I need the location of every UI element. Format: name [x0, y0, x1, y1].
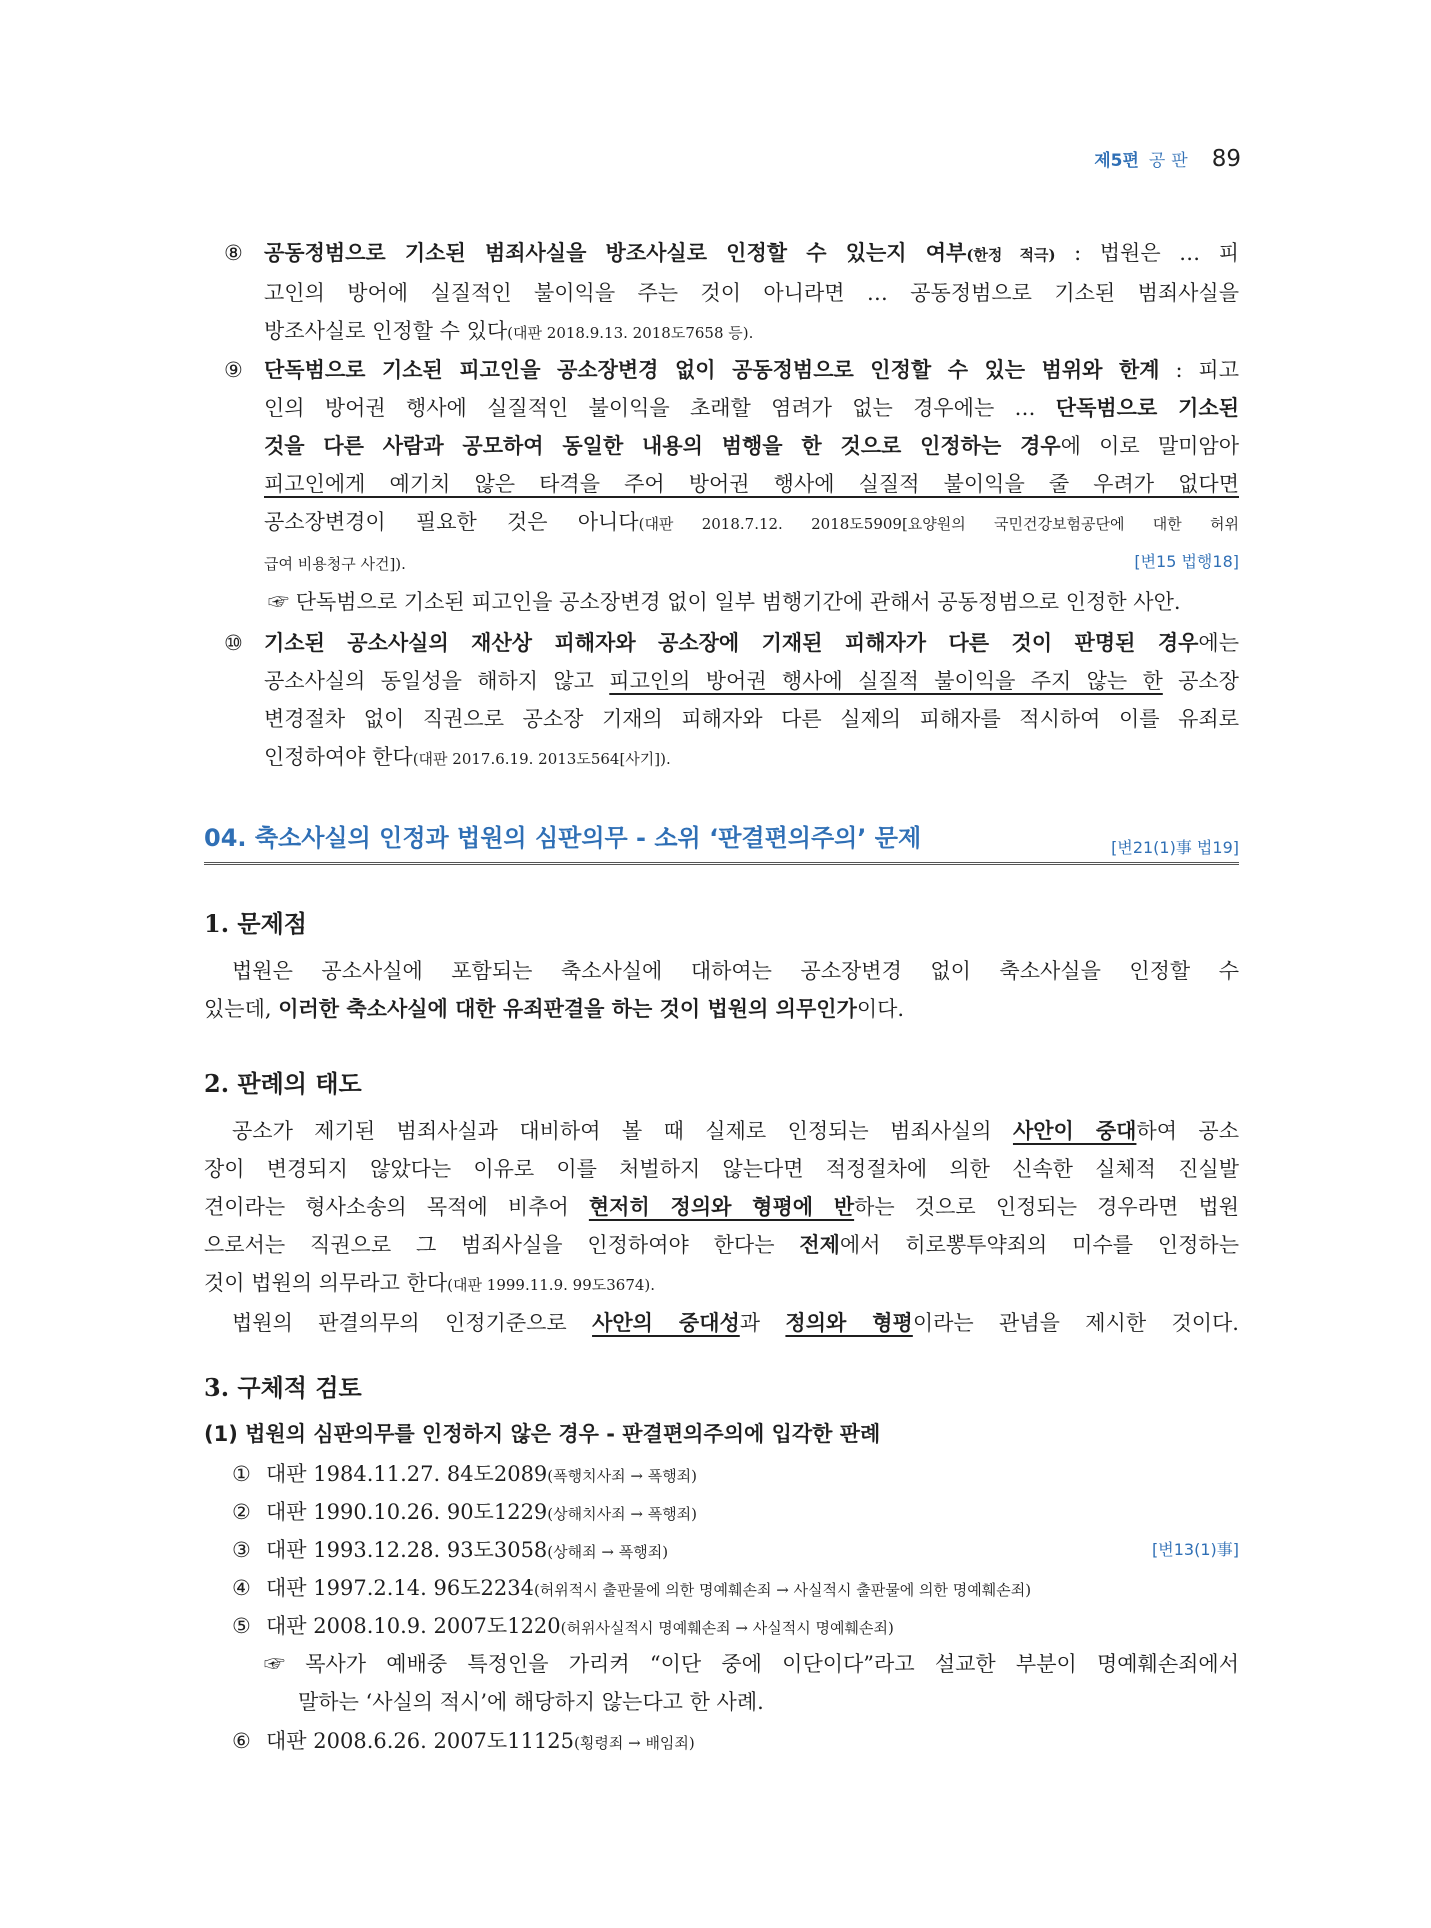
line: 법원은 공소사실에 포함되는 축소사실에 대하여는 공소장변경 없이 축소사실을 인정할 수 [232, 959, 1239, 983]
line [204, 990, 1239, 1028]
text: 과 [739, 1311, 786, 1335]
line: 말하는 ‘사실의 적시’에 해당하지 않는다고 한 사례. [298, 1690, 764, 1714]
running-header [1094, 146, 1241, 172]
item-number: ⑥ [232, 1729, 251, 1753]
emphasis-text: 현저히 정의와 형평에 반 [588, 1194, 855, 1219]
line [264, 389, 1239, 427]
text: 공소사실의 동일성을 해하지 않고 [264, 669, 610, 693]
bold-text: 기소된 공소사실의 재산상 피해자와 공소장에 기재된 피해자가 다른 것이 판명된 경우 [264, 630, 1199, 655]
text: 법원의 판결의무의 인정기준으로 [232, 1311, 593, 1335]
text: 방조사실로 인정할 수 있다 [264, 319, 508, 343]
line [204, 1226, 1239, 1264]
case-note: (폭행치사죄 → 폭행죄) [547, 1467, 698, 1485]
section-title: 04. 축소사실의 인정과 법원의 심판의무 - 소위 ‘판결편의주의’ 문제 [204, 824, 922, 852]
case-note: (허위사실적시 명예훼손죄 → 사실적시 명예훼손죄) [560, 1619, 894, 1637]
subsection-heading: 1. 문제점 [204, 909, 307, 938]
underlined-text: 피고인의 방어권 행사에 실질적 불이익을 주지 않는 한 [609, 669, 1163, 693]
list-item [204, 234, 1239, 352]
case-item [232, 1722, 1239, 1762]
part-name: 공판 [1148, 151, 1194, 171]
text: 인의 방어권 행사에 실질적인 불이익을 초래할 염려가 없는 경우에는 … [264, 396, 1056, 420]
text: 에 이로 말미암아 [1060, 434, 1239, 458]
case-item [232, 1607, 1239, 1647]
text: 에서 히로뽕투약죄의 미수를 인정하는 [839, 1233, 1239, 1257]
bold-text: 공동정범으로 기소된 범죄사실을 방조사실로 인정할 수 있는지 여부 [264, 240, 967, 265]
case-item [232, 1455, 1239, 1495]
line [264, 624, 1239, 662]
bold-text: 단독범으로 기소된 피고인을 공소장변경 없이 공동정범으로 인정할 수 있는 범위와 한계 [264, 357, 1160, 382]
list-item [204, 351, 1239, 621]
subsection-heading: 3. 구체적 검토 [204, 1373, 362, 1402]
underlined-text: 피고인에게 예기치 않은 타격을 주어 방어권 행사에 실질적 불이익을 줄 우려가 없다면 [264, 472, 1239, 496]
case-citation: 대판 1993.12.28. 93도3058 [266, 1538, 548, 1562]
item-number: ⑨ [224, 358, 243, 382]
line: 변경절차 없이 직권으로 공소장 기재의 피해자와 다른 실제의 피해자를 적시하여 이를 유죄로 [264, 707, 1239, 731]
line [264, 351, 1239, 389]
line [204, 1304, 1239, 1342]
line [264, 543, 1239, 583]
line [264, 312, 1239, 352]
text: 공소장 [1162, 669, 1239, 693]
emphasis-text: 사안의 중대성 [592, 1310, 740, 1335]
text: 에는 [1198, 631, 1239, 655]
line [204, 1112, 1239, 1150]
line [264, 427, 1239, 465]
line: ☞ 목사가 예배중 특정인을 가리켜 “이단 중에 이단이다”라고 설교한 부분이 명예훼손죄에서 [264, 1652, 1239, 1676]
section-label [1094, 146, 1193, 171]
bold-text: 전제 [799, 1232, 840, 1257]
bold-text: 이러한 축소사실에 대한 유죄판결을 하는 것이 법원의 의무인가 [278, 996, 857, 1021]
case-group-heading: (1) 법원의 심판의무를 인정하지 않은 경우 - 판결편의주의에 입각한 판례 [204, 1422, 881, 1446]
exam-tag: [변21(1)事 법19] [1111, 838, 1239, 857]
case-citation: (대판 2018.9.13. 2018도7658 등). [507, 324, 754, 342]
line [204, 1264, 1239, 1304]
case-citation: 대판 2008.6.26. 2007도11125 [266, 1729, 575, 1753]
line [264, 738, 1239, 778]
page-number: 89 [1211, 146, 1241, 172]
case-item [232, 1493, 1239, 1533]
line [264, 465, 1239, 503]
item-number: ③ [232, 1538, 251, 1562]
case-citation: 대판 1997.2.14. 96도2234 [266, 1576, 534, 1600]
small-note: (한정 적극) [966, 246, 1056, 264]
emphasis-text: 정의와 형평 [785, 1310, 913, 1335]
exam-tag: [변15 법행18] [1134, 552, 1239, 571]
bold-text: 단독범으로 기소된 [1055, 395, 1239, 420]
note: ☞ 단독범으로 기소된 피고인을 공소장변경 없이 일부 범행기간에 관해서 공동정범으로 인정한 사안. [268, 590, 1181, 614]
paragraph [204, 1112, 1239, 1342]
case-note: (허위적시 출판물에 의한 명예훼손죄 → 사실적시 출판물에 의한 명예훼손죄) [533, 1581, 1032, 1599]
case-citation: 대판 1984.11.27. 84도2089 [266, 1462, 548, 1486]
case-citation: 급여 비용청구 사건]). [264, 555, 406, 573]
case-citation: 대판 1990.10.26. 90도1229 [266, 1500, 548, 1524]
text: 것이 법원의 의무라고 한다 [204, 1271, 448, 1295]
item-number: ① [232, 1462, 251, 1486]
line: 장이 변경되지 않았다는 이유로 이를 처벌하지 않는다면 적정절차에 의한 신속한 실체적 진실발 [204, 1157, 1239, 1181]
text: 견이라는 형사소송의 목적에 비추어 [204, 1195, 589, 1219]
exam-tag: [변13(1)事] [1152, 1540, 1239, 1559]
item-number: ⑩ [224, 631, 243, 655]
line: 고인의 방어에 실질적인 불이익을 주는 것이 아니라면 … 공동정범으로 기소된 범죄사실을 [264, 281, 1239, 305]
case-note: (상해죄 → 폭행죄) [547, 1543, 669, 1561]
case-item [232, 1569, 1239, 1609]
case-citation: 대판 2008.10.9. 2007도1220 [266, 1614, 561, 1638]
bold-text: 것을 다른 사람과 공모하여 동일한 내용의 범행을 한 것으로 인정하는 경우 [264, 433, 1061, 458]
text: 인정하여야 한다 [264, 745, 413, 769]
case-item [232, 1531, 1239, 1571]
section-number: 제5편 [1094, 151, 1139, 171]
line [264, 662, 1239, 700]
line [264, 503, 1239, 543]
text: 이라는 관념을 제시한 것이다. [912, 1311, 1239, 1335]
item-number: ⑧ [224, 241, 243, 265]
case-note: (횡령죄 → 배임죄) [574, 1734, 695, 1752]
item-number: ⑤ [232, 1614, 251, 1638]
text: 공소장변경이 필요한 것은 아니다 [264, 510, 639, 534]
text: : 피고 [1159, 358, 1239, 382]
list-item [204, 624, 1239, 778]
item-number: ④ [232, 1576, 251, 1600]
case-citation: (대판 1999.11.9. 99도3674). [447, 1276, 656, 1294]
paragraph [204, 952, 1239, 1028]
line [204, 1188, 1239, 1226]
case-citation: (대판 2018.7.12. 2018도5909[요양원의 국민건강보험공단에 대한 허위 [638, 515, 1239, 533]
subsection-heading: 2. 판례의 태도 [204, 1069, 362, 1098]
text: 하여 공소 [1136, 1119, 1239, 1143]
text: 있는데, [204, 997, 279, 1021]
text: 공소가 제기된 범죄사실과 대비하여 볼 때 실제로 인정되는 범죄사실의 [232, 1119, 1013, 1143]
text: 하는 것으로 인정되는 경우라면 법원 [854, 1195, 1239, 1219]
section-heading [204, 818, 1239, 865]
note [264, 1645, 1239, 1721]
text: 이다. [856, 997, 905, 1021]
item-number: ② [232, 1500, 251, 1524]
emphasis-text: 사안이 중대 [1012, 1118, 1137, 1143]
case-citation: (대판 2017.6.19. 2013도564[사기]). [412, 750, 671, 768]
text: 으로서는 직권으로 그 범죄사실을 인정하여야 한다는 [204, 1233, 800, 1257]
line [264, 234, 1239, 274]
text: : 법원은 … 피 [1055, 241, 1239, 265]
case-note: (상해치사죄 → 폭행죄) [547, 1505, 698, 1523]
